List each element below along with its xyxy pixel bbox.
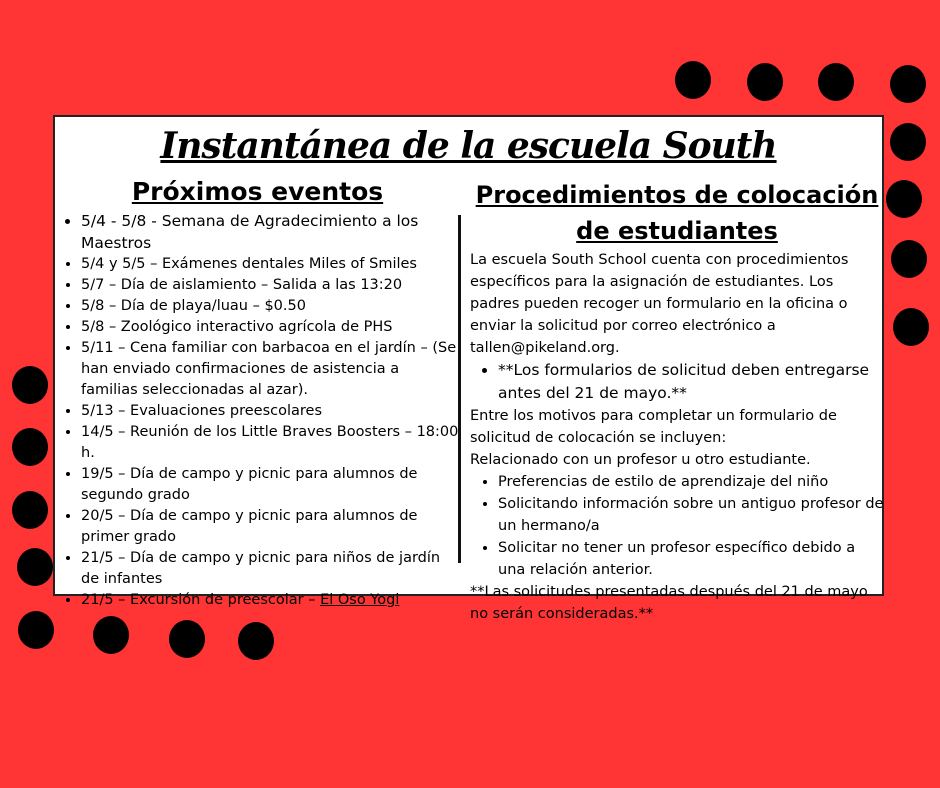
list-item: • 20/5 – Día de campo y picnic para alumnos de primer grado (81, 506, 460, 548)
list-item: • 19/5 – Día de campo y picnic para alumnos de segundo grado (81, 464, 460, 506)
events-heading: Próximos eventos (131, 177, 384, 206)
column-divider (458, 215, 461, 563)
reasons-list (470, 471, 884, 581)
list-item: • 5/4 - 5/8 - Semana de Agradecimiento a los Maestros (81, 210, 460, 254)
decorative-dot (818, 63, 854, 101)
decorative-dot (886, 180, 922, 218)
decorative-dot (18, 611, 54, 649)
list-item: • 5/8 – Zoológico interactivo agrícola de PHS (81, 317, 460, 338)
list-item: • 14/5 – Reunión de los Little Braves Boosters – 18:00 h. (81, 422, 460, 464)
list-item: • Solicitando información sobre un antiguo profesor de un hermano/a (498, 493, 884, 537)
events-column (55, 177, 460, 611)
footer-note: **Las solicitudes presentadas después del 21 de mayo no serán consideradas.** (470, 584, 868, 622)
decorative-dot (747, 63, 783, 101)
snapshot-card (53, 115, 884, 622)
decorative-dot (12, 428, 48, 466)
placement-column (470, 177, 884, 625)
decorative-dot (893, 308, 929, 346)
related-note: Relacionado con un profesor u otro estudiante. (470, 452, 811, 468)
list-item: • 5/4 y 5/5 – Exámenes dentales Miles of Smiles (81, 254, 460, 275)
reasons-intro: Entre los motivos para completar un formulario de solicitud de colocación se incluyen: (470, 408, 837, 446)
list-item: • 21/5 – Día de campo y picnic para niños de jardín de infantes (81, 548, 460, 590)
list-item: • Solicitar no tener un profesor específico debido a una relación anterior. (498, 537, 884, 581)
deadline-note: • **Los formularios de solicitud deben entregarse antes del 21 de mayo.** (498, 359, 884, 405)
list-item: • 5/7 – Día de aislamiento – Salida a las 13:20 (81, 275, 460, 296)
decorative-dot (891, 240, 927, 278)
yogi-bear-link[interactable]: El Oso Yogi (320, 592, 400, 608)
placement-heading: Procedimientos de colocación de estudiantes (475, 181, 879, 245)
decorative-dot (238, 622, 274, 660)
deadline-list (470, 359, 884, 405)
decorative-dot (12, 491, 48, 529)
list-item: • Preferencias de estilo de aprendizaje del niño (498, 471, 884, 493)
decorative-dot (17, 548, 53, 586)
decorative-dot (169, 620, 205, 658)
page-title: Instantánea de la escuela South (160, 125, 777, 167)
list-item: • 5/8 – Día de playa/luau – $0.50 (81, 296, 460, 317)
list-item (81, 590, 460, 611)
decorative-dot (12, 366, 48, 404)
placement-intro: La escuela South School cuenta con procedimientos específicos para la asignación de estudiantes. Los padres pueden recoger un formulario en la oficina o enviar la solicitud por correo electrónico a tallen@pikeland.org. (470, 252, 849, 356)
event-text: 21/5 – Excursión de preescolar – (81, 592, 321, 608)
events-list (55, 210, 460, 611)
decorative-dot (93, 616, 129, 654)
list-item: • 5/13 – Evaluaciones preescolares (81, 401, 460, 422)
list-item: • 5/11 – Cena familiar con barbacoa en el jardín – (Se han enviado confirmaciones de asistencia a familias seleccionadas al azar). (81, 338, 460, 401)
decorative-dot (675, 61, 711, 99)
decorative-dot (890, 65, 926, 103)
decorative-dot (890, 123, 926, 161)
